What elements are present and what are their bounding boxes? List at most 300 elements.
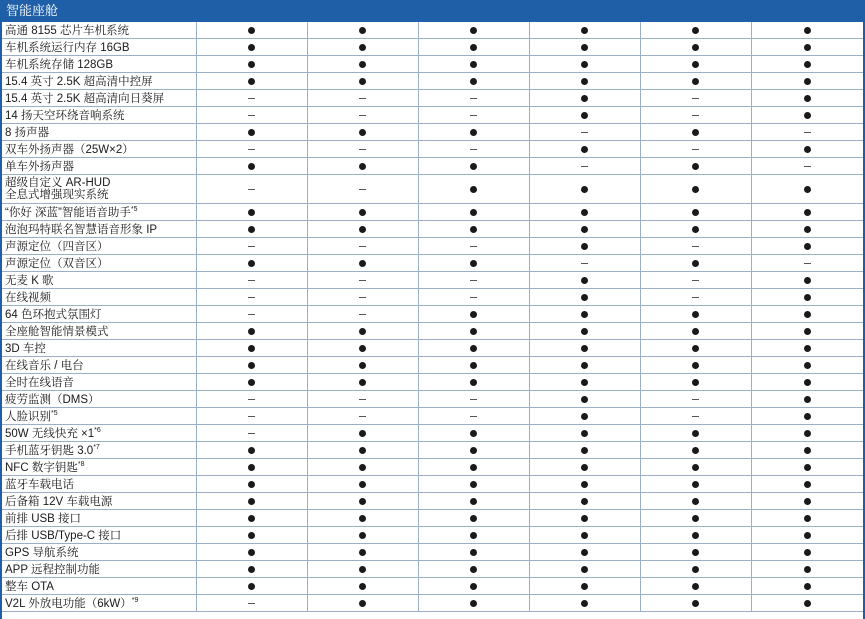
- standard-dot-icon: [581, 328, 588, 335]
- standard-dot-icon: [581, 413, 588, 420]
- standard-dot-icon: [359, 498, 366, 505]
- dash-icon: [692, 280, 699, 281]
- standard-dot-icon: [804, 277, 811, 284]
- feature-label: [2, 107, 196, 124]
- standard-dot-icon: [692, 566, 699, 573]
- standard-cell: [751, 340, 863, 357]
- not-available-cell: [640, 408, 751, 425]
- standard-cell: [640, 204, 751, 221]
- standard-cell: [529, 408, 640, 425]
- standard-cell: [640, 595, 751, 612]
- not-available-cell: [307, 289, 418, 306]
- feature-label-text: 后备箱 12V 车载电源: [5, 496, 113, 508]
- feature-label: [2, 73, 196, 90]
- standard-dot-icon: [581, 345, 588, 352]
- standard-cell: [307, 374, 418, 391]
- feature-label: [2, 141, 196, 158]
- standard-cell: [751, 238, 863, 255]
- standard-dot-icon: [804, 328, 811, 335]
- standard-dot-icon: [470, 44, 477, 51]
- standard-cell: [196, 73, 307, 90]
- standard-cell: [751, 595, 863, 612]
- standard-dot-icon: [359, 27, 366, 34]
- standard-dot-icon: [359, 600, 366, 607]
- standard-dot-icon: [248, 129, 255, 136]
- not-available-cell: [307, 175, 418, 204]
- standard-cell: [307, 476, 418, 493]
- standard-dot-icon: [581, 583, 588, 590]
- standard-dot-icon: [581, 294, 588, 301]
- not-available-cell: [418, 141, 529, 158]
- dash-icon: [470, 98, 477, 99]
- standard-cell: [529, 90, 640, 107]
- feature-label-text: 14 扬天空环绕音响系统: [5, 110, 125, 122]
- feature-label: [2, 578, 196, 595]
- standard-dot-icon: [248, 498, 255, 505]
- standard-cell: [529, 527, 640, 544]
- footnote-marker: *7: [93, 444, 100, 452]
- feature-label: [2, 39, 196, 56]
- standard-dot-icon: [581, 464, 588, 471]
- standard-dot-icon: [804, 447, 811, 454]
- standard-dot-icon: [692, 78, 699, 85]
- feature-label-text: 全座舱智能情景模式: [5, 326, 109, 338]
- feature-row: [2, 493, 863, 510]
- dash-icon: [692, 399, 699, 400]
- not-available-cell: [529, 158, 640, 175]
- standard-cell: [196, 374, 307, 391]
- standard-dot-icon: [804, 515, 811, 522]
- dash-icon: [804, 132, 811, 133]
- standard-cell: [196, 22, 307, 39]
- not-available-cell: [529, 255, 640, 272]
- not-available-cell: [418, 238, 529, 255]
- standard-cell: [529, 175, 640, 204]
- standard-cell: [751, 306, 863, 323]
- standard-cell: [751, 459, 863, 476]
- standard-cell: [418, 561, 529, 578]
- feature-row: [2, 510, 863, 527]
- dash-icon: [470, 416, 477, 417]
- standard-cell: [751, 425, 863, 442]
- standard-cell: [751, 175, 863, 204]
- standard-cell: [751, 442, 863, 459]
- not-available-cell: [640, 107, 751, 124]
- standard-cell: [640, 323, 751, 340]
- standard-cell: [751, 90, 863, 107]
- standard-dot-icon: [248, 379, 255, 386]
- standard-cell: [640, 56, 751, 73]
- not-available-cell: [196, 408, 307, 425]
- standard-cell: [640, 357, 751, 374]
- feature-row: [2, 595, 863, 612]
- feature-label-text: 在线视频: [5, 292, 51, 304]
- standard-cell: [307, 425, 418, 442]
- standard-dot-icon: [359, 549, 366, 556]
- standard-dot-icon: [804, 209, 811, 216]
- standard-cell: [307, 73, 418, 90]
- standard-dot-icon: [692, 532, 699, 539]
- feature-label-text: 无麦 K 歌: [5, 275, 54, 287]
- feature-label: [2, 442, 196, 459]
- standard-dot-icon: [581, 498, 588, 505]
- standard-dot-icon: [692, 44, 699, 51]
- standard-cell: [529, 22, 640, 39]
- feature-row: [2, 544, 863, 561]
- standard-dot-icon: [248, 515, 255, 522]
- standard-dot-icon: [804, 95, 811, 102]
- standard-cell: [307, 340, 418, 357]
- standard-dot-icon: [804, 498, 811, 505]
- standard-cell: [751, 578, 863, 595]
- standard-dot-icon: [692, 27, 699, 34]
- not-available-cell: [196, 175, 307, 204]
- dash-icon: [804, 263, 811, 264]
- dash-icon: [248, 246, 255, 247]
- feature-label-text: 后排 USB/Type-C 接口: [5, 530, 122, 542]
- standard-cell: [418, 39, 529, 56]
- standard-dot-icon: [470, 226, 477, 233]
- feature-label: [2, 391, 196, 408]
- standard-dot-icon: [470, 532, 477, 539]
- feature-label-text: 声源定位（双音区）: [5, 258, 109, 270]
- standard-cell: [751, 73, 863, 90]
- standard-cell: [418, 425, 529, 442]
- dash-icon: [248, 149, 255, 150]
- feature-label: [2, 510, 196, 527]
- standard-dot-icon: [581, 396, 588, 403]
- not-available-cell: [307, 90, 418, 107]
- standard-dot-icon: [581, 430, 588, 437]
- standard-dot-icon: [692, 464, 699, 471]
- feature-label: [2, 459, 196, 476]
- standard-cell: [196, 56, 307, 73]
- standard-cell: [529, 595, 640, 612]
- feature-label-text: 50W 无线快充 ×1: [5, 428, 95, 440]
- standard-dot-icon: [581, 209, 588, 216]
- standard-cell: [418, 442, 529, 459]
- standard-dot-icon: [359, 515, 366, 522]
- feature-label-text: 声源定位（四音区）: [5, 241, 109, 253]
- standard-cell: [529, 442, 640, 459]
- feature-row: [2, 561, 863, 578]
- standard-dot-icon: [581, 95, 588, 102]
- standard-dot-icon: [470, 27, 477, 34]
- standard-cell: [196, 561, 307, 578]
- feature-row: [2, 442, 863, 459]
- standard-cell: [196, 578, 307, 595]
- standard-dot-icon: [804, 430, 811, 437]
- standard-dot-icon: [804, 600, 811, 607]
- standard-cell: [418, 73, 529, 90]
- standard-cell: [196, 39, 307, 56]
- dash-icon: [470, 246, 477, 247]
- standard-cell: [418, 510, 529, 527]
- standard-dot-icon: [470, 430, 477, 437]
- standard-dot-icon: [359, 583, 366, 590]
- standard-cell: [307, 158, 418, 175]
- standard-dot-icon: [248, 44, 255, 51]
- feature-row: [2, 107, 863, 124]
- standard-cell: [418, 595, 529, 612]
- standard-dot-icon: [692, 379, 699, 386]
- standard-dot-icon: [470, 209, 477, 216]
- standard-dot-icon: [359, 379, 366, 386]
- standard-cell: [418, 374, 529, 391]
- standard-cell: [751, 476, 863, 493]
- standard-dot-icon: [692, 447, 699, 454]
- standard-dot-icon: [248, 566, 255, 573]
- standard-cell: [529, 73, 640, 90]
- standard-cell: [307, 442, 418, 459]
- not-available-cell: [640, 90, 751, 107]
- standard-cell: [196, 124, 307, 141]
- standard-dot-icon: [804, 345, 811, 352]
- standard-dot-icon: [248, 260, 255, 267]
- standard-cell: [529, 323, 640, 340]
- standard-dot-icon: [692, 328, 699, 335]
- standard-cell: [196, 527, 307, 544]
- feature-row: [2, 175, 863, 204]
- standard-dot-icon: [359, 566, 366, 573]
- standard-dot-icon: [581, 566, 588, 573]
- feature-label: [2, 425, 196, 442]
- standard-cell: [418, 323, 529, 340]
- standard-cell: [196, 340, 307, 357]
- standard-cell: [418, 204, 529, 221]
- standard-cell: [640, 425, 751, 442]
- standard-cell: [529, 340, 640, 357]
- standard-dot-icon: [692, 583, 699, 590]
- standard-dot-icon: [804, 186, 811, 193]
- dash-icon: [248, 115, 255, 116]
- feature-row: [2, 141, 863, 158]
- dash-icon: [359, 115, 366, 116]
- standard-dot-icon: [581, 61, 588, 68]
- standard-dot-icon: [692, 186, 699, 193]
- dash-icon: [248, 416, 255, 417]
- feature-row: [2, 527, 863, 544]
- feature-label-text: 双车外扬声器（25W×2）: [5, 144, 134, 156]
- feature-label: [2, 561, 196, 578]
- feature-label-text: 车机系统存储 128GB: [5, 59, 113, 71]
- standard-dot-icon: [581, 362, 588, 369]
- feature-row: [2, 124, 863, 141]
- standard-cell: [751, 374, 863, 391]
- standard-cell: [418, 476, 529, 493]
- feature-row: [2, 306, 863, 323]
- standard-cell: [307, 510, 418, 527]
- standard-cell: [307, 544, 418, 561]
- feature-row: [2, 340, 863, 357]
- standard-dot-icon: [804, 583, 811, 590]
- standard-dot-icon: [692, 498, 699, 505]
- standard-cell: [307, 221, 418, 238]
- dash-icon: [692, 246, 699, 247]
- feature-row: [2, 56, 863, 73]
- standard-dot-icon: [248, 345, 255, 352]
- standard-dot-icon: [359, 260, 366, 267]
- standard-dot-icon: [804, 294, 811, 301]
- feature-label-text: 疲劳监测（DMS）: [5, 394, 100, 406]
- dash-icon: [470, 297, 477, 298]
- not-available-cell: [640, 289, 751, 306]
- standard-cell: [640, 221, 751, 238]
- standard-cell: [307, 323, 418, 340]
- standard-cell: [751, 391, 863, 408]
- standard-cell: [418, 357, 529, 374]
- not-available-cell: [307, 107, 418, 124]
- not-available-cell: [307, 306, 418, 323]
- standard-dot-icon: [804, 44, 811, 51]
- feature-label-text: 整车 OTA: [5, 581, 54, 593]
- feature-label: [2, 272, 196, 289]
- standard-cell: [751, 56, 863, 73]
- feature-label: [2, 221, 196, 238]
- feature-row: [2, 578, 863, 595]
- not-available-cell: [418, 289, 529, 306]
- standard-cell: [640, 510, 751, 527]
- standard-cell: [640, 442, 751, 459]
- feature-row: [2, 238, 863, 255]
- standard-cell: [751, 323, 863, 340]
- standard-dot-icon: [581, 78, 588, 85]
- standard-dot-icon: [692, 61, 699, 68]
- standard-cell: [307, 595, 418, 612]
- standard-dot-icon: [359, 430, 366, 437]
- standard-cell: [529, 425, 640, 442]
- standard-cell: [196, 442, 307, 459]
- standard-dot-icon: [804, 226, 811, 233]
- standard-dot-icon: [359, 78, 366, 85]
- standard-dot-icon: [470, 328, 477, 335]
- standard-dot-icon: [359, 44, 366, 51]
- feature-label: [2, 544, 196, 561]
- feature-row: [2, 425, 863, 442]
- standard-dot-icon: [359, 129, 366, 136]
- standard-dot-icon: [581, 532, 588, 539]
- feature-label: [2, 527, 196, 544]
- not-available-cell: [751, 124, 863, 141]
- standard-cell: [418, 56, 529, 73]
- standard-cell: [751, 141, 863, 158]
- not-available-cell: [751, 158, 863, 175]
- standard-dot-icon: [359, 328, 366, 335]
- feature-row: [2, 272, 863, 289]
- feature-label-text: 蓝牙车载电话: [5, 479, 74, 491]
- standard-cell: [529, 510, 640, 527]
- standard-dot-icon: [804, 532, 811, 539]
- standard-dot-icon: [692, 163, 699, 170]
- feature-label-text: 在线音乐 / 电台: [5, 360, 84, 372]
- standard-cell: [529, 141, 640, 158]
- standard-dot-icon: [248, 464, 255, 471]
- standard-dot-icon: [470, 447, 477, 454]
- feature-label: [2, 175, 196, 204]
- standard-dot-icon: [581, 311, 588, 318]
- standard-dot-icon: [470, 129, 477, 136]
- feature-row: [2, 73, 863, 90]
- standard-dot-icon: [359, 532, 366, 539]
- standard-dot-icon: [804, 379, 811, 386]
- standard-cell: [640, 39, 751, 56]
- standard-cell: [418, 544, 529, 561]
- not-available-cell: [640, 272, 751, 289]
- standard-dot-icon: [692, 345, 699, 352]
- standard-dot-icon: [470, 464, 477, 471]
- standard-dot-icon: [804, 78, 811, 85]
- standard-dot-icon: [359, 163, 366, 170]
- standard-dot-icon: [692, 549, 699, 556]
- feature-row: [2, 90, 863, 107]
- feature-row: [2, 408, 863, 425]
- standard-dot-icon: [692, 362, 699, 369]
- feature-label: [2, 408, 196, 425]
- feature-label-text: APP 远程控制功能: [5, 564, 100, 576]
- standard-cell: [196, 476, 307, 493]
- standard-cell: [751, 408, 863, 425]
- standard-cell: [307, 493, 418, 510]
- standard-dot-icon: [248, 447, 255, 454]
- standard-cell: [418, 340, 529, 357]
- standard-dot-icon: [248, 481, 255, 488]
- standard-cell: [751, 22, 863, 39]
- not-available-cell: [307, 408, 418, 425]
- feature-row: [2, 391, 863, 408]
- standard-dot-icon: [581, 146, 588, 153]
- standard-dot-icon: [581, 27, 588, 34]
- standard-cell: [751, 357, 863, 374]
- standard-dot-icon: [804, 549, 811, 556]
- feature-label-text: 车机系统运行内存 16GB: [5, 42, 130, 54]
- standard-dot-icon: [248, 27, 255, 34]
- not-available-cell: [196, 391, 307, 408]
- standard-cell: [640, 493, 751, 510]
- standard-cell: [418, 255, 529, 272]
- feature-label-text: 3D 车控: [5, 343, 46, 355]
- standard-cell: [529, 56, 640, 73]
- feature-label: [2, 22, 196, 39]
- dash-icon: [359, 297, 366, 298]
- feature-row: [2, 204, 863, 221]
- standard-cell: [196, 544, 307, 561]
- standard-cell: [751, 289, 863, 306]
- standard-cell: [307, 39, 418, 56]
- not-available-cell: [640, 238, 751, 255]
- standard-cell: [529, 221, 640, 238]
- feature-label: [2, 357, 196, 374]
- standard-dot-icon: [581, 379, 588, 386]
- standard-cell: [529, 289, 640, 306]
- standard-dot-icon: [804, 61, 811, 68]
- standard-dot-icon: [470, 345, 477, 352]
- not-available-cell: [418, 90, 529, 107]
- feature-row: [2, 255, 863, 272]
- not-available-cell: [751, 255, 863, 272]
- feature-label: [2, 124, 196, 141]
- feature-label: [2, 323, 196, 340]
- feature-label-text: 全息式增强现实系统: [5, 189, 109, 201]
- standard-cell: [640, 255, 751, 272]
- feature-label: [2, 476, 196, 493]
- footnote-marker: *8: [77, 461, 85, 469]
- not-available-cell: [196, 272, 307, 289]
- standard-cell: [751, 561, 863, 578]
- standard-dot-icon: [470, 78, 477, 85]
- standard-cell: [418, 158, 529, 175]
- standard-dot-icon: [581, 112, 588, 119]
- not-available-cell: [418, 107, 529, 124]
